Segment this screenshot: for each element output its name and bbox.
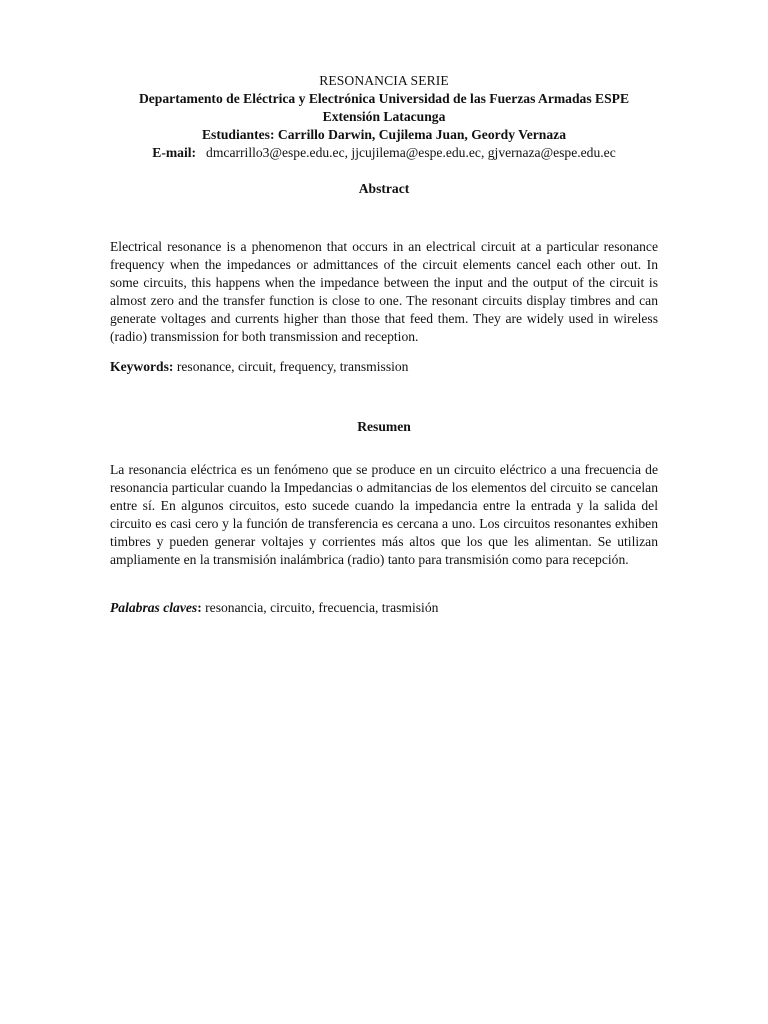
extension-line: Extensión Latacunga bbox=[322, 109, 446, 124]
paper-title: RESONANCIA SERIE bbox=[319, 73, 449, 88]
email-addresses: dmcarrillo3@espe.edu.ec, jjcujilema@espe.edu.ec, gjvernaza@espe.edu.ec bbox=[206, 145, 616, 160]
students-line: Estudiantes: Carrillo Darwin, Cujilema Juan, Geordy Vernaza bbox=[201, 127, 566, 142]
keywords-list: resonance, circuit, frequency, transmission bbox=[176, 359, 409, 374]
abstract-keywords bbox=[110, 358, 658, 376]
resumen-keywords bbox=[110, 599, 658, 617]
palabras-claves-colon: : bbox=[197, 600, 202, 615]
palabras-claves-label: Palabras claves bbox=[110, 600, 198, 615]
palabras-claves-list: resonancia, circuito, frecuencia, trasmisión bbox=[205, 600, 439, 615]
email-label: E-mail: bbox=[152, 145, 197, 160]
abstract-body: Electrical resonance is a phenomenon that occurs in an electrical circuit at a particular resonance frequency when the impedances or admittances of the circuit elements cancel each other out. In some circuits, this happens when the impedance between the input and the output of the circuit is almost zero and the transfer function is close to one. The resonant circuits display timbres and can generate voltages and currents higher than those that feed them. They are widely used in wireless (radio) transmission for both transmission and reception. bbox=[110, 239, 658, 345]
keywords-label: Keywords: bbox=[110, 359, 174, 374]
abstract-heading: Abstract bbox=[358, 181, 410, 196]
department-line: Departamento de Eléctrica y Electrónica Universidad de las Fuerzas Armadas ESPE bbox=[138, 91, 630, 106]
resumen-heading: Resumen bbox=[357, 419, 411, 434]
paper-header bbox=[0, 72, 768, 162]
resumen-body: La resonancia eléctrica es un fenómeno que se produce en un circuito eléctrico a una frecuencia de resonancia particular cuando la Impedancias o admitancias de los elementos del circuito se cancelan entre sí. En algunos circuitos, esto sucede cuando la impedancia entre la entrada y la salida del circuito es casi cero y la función de transferencia es cercana a uno. Los circuitos resonantes exhiben timbres y pueden generar voltajes y corrientes más altos que los que les alimentan. Se utilizan ampliamente en la transmisión inalámbrica (radio) tanto para transmisión como para recepción. bbox=[110, 462, 658, 568]
email-line bbox=[0, 144, 768, 162]
